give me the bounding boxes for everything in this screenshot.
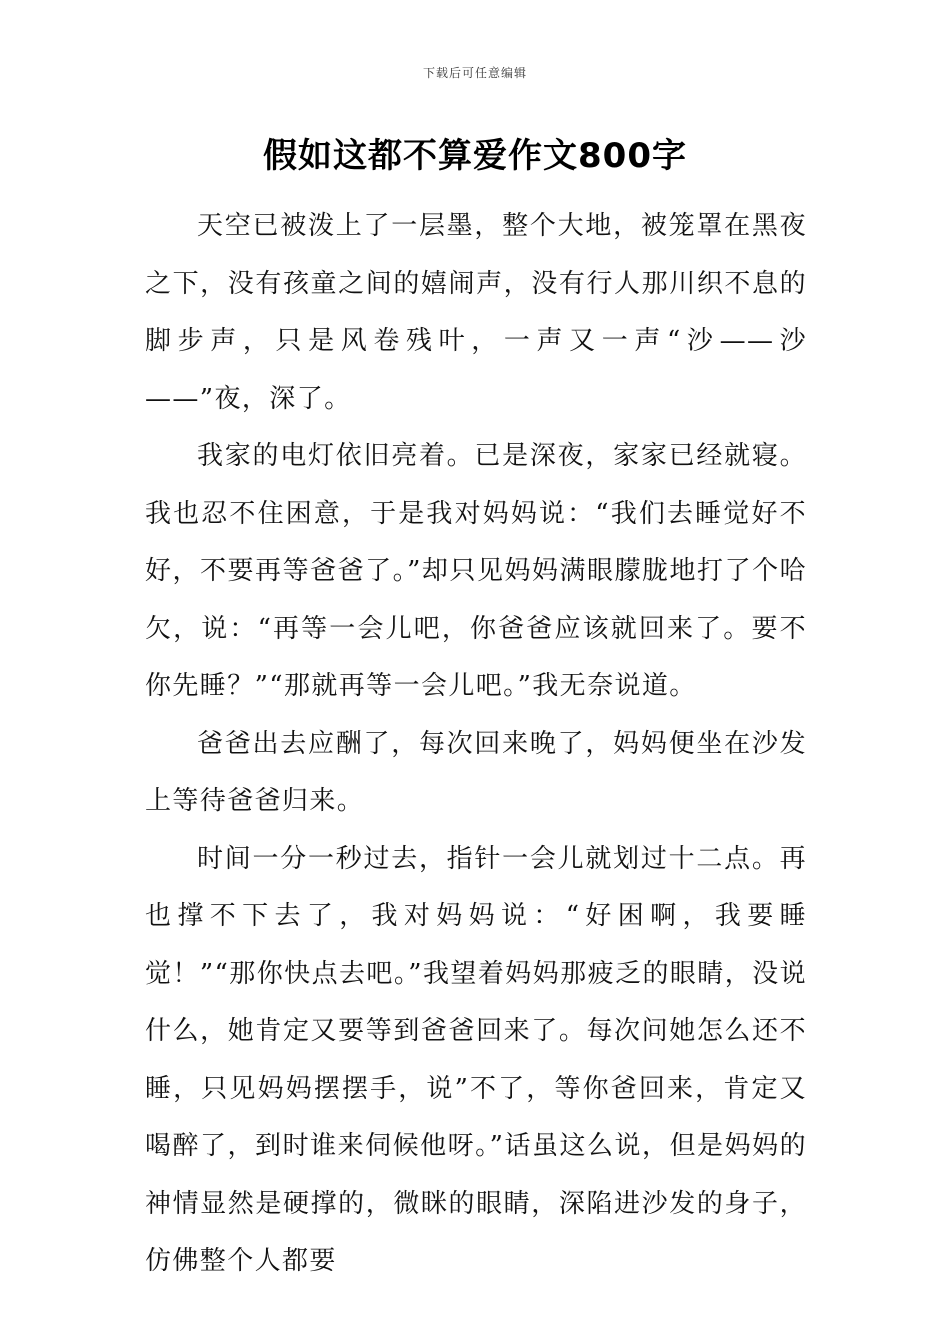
- header-note: 下载后可任意编辑: [422, 66, 527, 80]
- document-body: [145, 198, 807, 1291]
- paragraph: 时间一分一秒过去，指针一会儿就划过十二点。再也撑不下去了，我对妈妈说：“好困啊，我要睡觉！”“那你快点去吧。”我望着妈妈那疲乏的眼睛，没说什么，她肯定又要等到爸爸回来了。每次问她怎么还不睡，只见妈妈摆摆手，说”不了，等你爸回来，肯定又喝醉了，到时谁来伺候他呀。”话虽这么说，但是妈妈的神情显然是硬撑的，微眯的眼睛，深陷进沙发的身子，仿佛整个人都要: [145, 843, 807, 1276]
- paragraph: 爸爸出去应酬了，每次回来晚了，妈妈便坐在沙发上等待爸爸归来。: [145, 728, 807, 816]
- document-title: 假如这都不算爱作文800字: [263, 136, 687, 176]
- paragraph: 我家的电灯依旧亮着。已是深夜，家家已经就寝。我也忍不住困意，于是我对妈妈说：“我们去睡觉好不好，不要再等爸爸了。”却只见妈妈满眼朦胧地打了个哈欠，说：“再等一会儿吧，你爸爸应该就回来了。要不你先睡？”“那就再等一会儿吧。”我无奈说道。: [145, 441, 807, 701]
- paragraph: 天空已被泼上了一层墨，整个大地，被笼罩在黑夜之下，没有孩童之间的嬉闹声，没有行人那川织不息的脚步声，只是风卷残叶，一声又一声“沙——沙——”夜，深了。: [145, 211, 807, 414]
